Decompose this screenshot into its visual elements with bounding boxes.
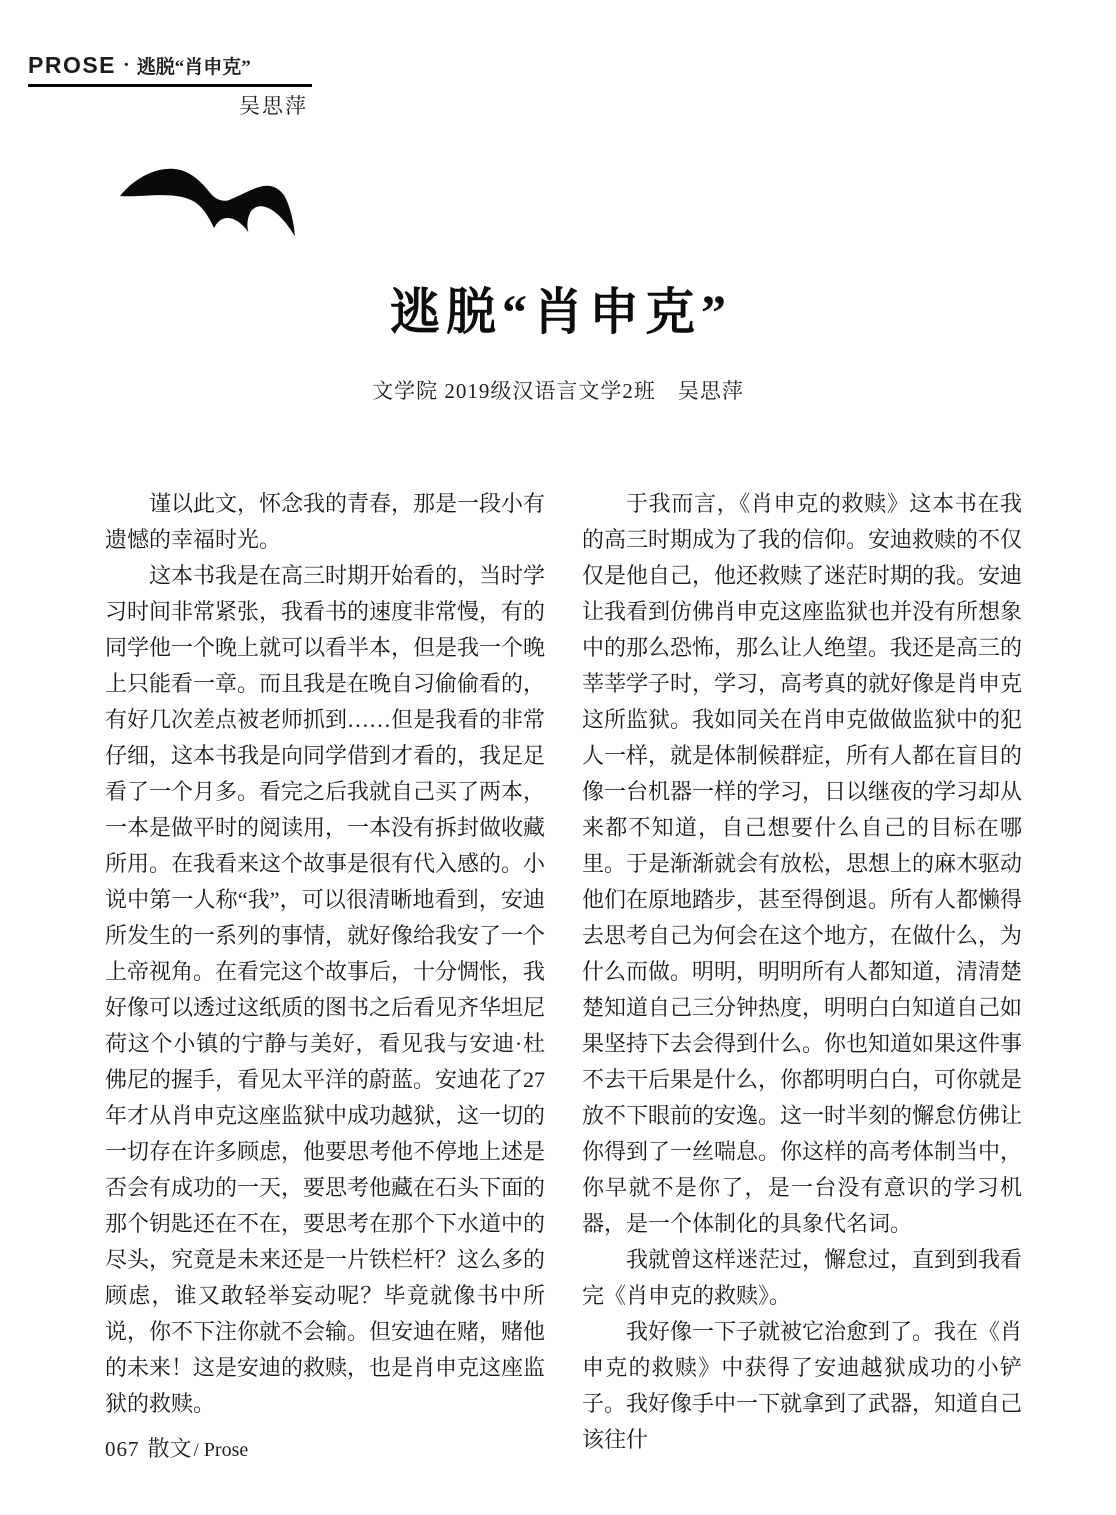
right-column	[582, 486, 1022, 1458]
page-number: 067	[105, 1437, 140, 1461]
paragraph: 谨以此文，怀念我的青春，那是一段小有遗憾的幸福时光。	[105, 491, 546, 552]
header-rule	[28, 84, 312, 87]
paragraph: 我就曾这样迷茫过，懈怠过，直到到我看完《肖申克的救赎》。	[582, 1247, 1023, 1308]
paragraph: 我好像一下子就被它治愈到了。我在《肖申克的救赎》中获得了安迪越狱成功的小铲子。我好像手中一下就拿到了武器，知道自己该往什	[582, 1319, 1023, 1452]
footer-slash: /	[193, 1440, 199, 1461]
article-body	[105, 486, 1022, 1458]
page-header	[28, 52, 312, 120]
separator-dot: ·	[123, 54, 130, 76]
article-byline: 文学院 2019级汉语言文学2班 吴思萍	[372, 379, 744, 403]
header-article-title: 逃脱“肖申克”	[136, 57, 251, 78]
article-title: 逃脱“肖申克”	[390, 284, 732, 340]
section-label-en: PROSE	[28, 52, 117, 78]
header-kicker	[28, 52, 312, 80]
page-footer	[105, 1432, 248, 1463]
section-name-en: Prose	[203, 1439, 249, 1461]
section-name-cn: 散文	[147, 1436, 192, 1461]
left-column	[105, 486, 545, 1458]
paragraph: 于我而言，《肖申克的救赎》这本书在我的高三时期成为了我的信仰。安迪救赎的不仅仅是他自己，他还救赎了迷茫时期的我。安迪让我看到仿佛肖申克这座监狱也并没有所想象中的那么恐怖，那么让人绝望。我还是高三的莘莘学子时，学习，高考真的就好像是肖申克这所监狱。我如同关在肖申克做做监狱中的犯人一样，就是体制候群症，所有人都在盲目的像一台机器一样的学习，日以继夜的学习却从来都不知道，自己想要什么自己的目标在哪里。于是渐渐就会有放松，思想上的麻木驱动他们在原地踏步，甚至得倒退。所有人都懒得去思考自己为何会在这个地方，在做什么，为什么而做。明明，明明所有人都知道，清清楚楚知道自己三分钟热度，明明白白知道自己如果坚持下去会得到什么。你也知道如果这件事不去干后果是什么，你都明明白白，可你就是放不下眼前的安逸。这一时半刻的懈怠仿佛让你得到了一丝喘息。你这样的高考体制当中，你早就不是你了，是一台没有意识的学习机器，是一个体制化的具象代名词。	[582, 491, 1023, 1236]
header-author: 吴思萍	[239, 93, 308, 118]
paragraph: 这本书我是在高三时期开始看的，当时学习时间非常紧张，我看书的速度非常慢，有的同学他一个晚上就可以看半本，但是我一个晚上只能看一章。而且我是在晚自习偷偷看的，有好几次差点被老师抓到……但是我看的非常仔细，这本书我是向同学借到才看的，我足足看了一个月多。看完之后我就自己买了两本，一本是做平时的阅读用，一本没有拆封做收藏所用。在我看来这个故事是很有代入感的。小说中第一人称“我”，可以很清晰地看到，安迪所发生的一系列的事情，就好像给我安了一个上帝视角。在看完这个故事后，十分惆怅，我好像可以透过这纸质的图书之后看见齐华坦尼荷这个小镇的宁静与美好，看见我与安迪·杜佛尼的握手，看见太平洋的蔚蓝。安迪花了27年才从肖申克这座监狱中成功越狱，这一切的一切存在许多顾虑，他要思考他不停地上述是否会有成功的一天，要思考他藏在石头下面的那个钥匙还在不在，要思考在那个下水道中的尽头，究竟是未来还是一片铁栏杆？这么多的顾虑，谁又敢轻举妄动呢？毕竟就像书中所说，你不下注你就不会输。但安迪在赌，赌他的未来！这是安迪的救赎，也是肖申克这座监狱的救赎。	[105, 563, 546, 1416]
seagull-icon	[118, 161, 300, 241]
